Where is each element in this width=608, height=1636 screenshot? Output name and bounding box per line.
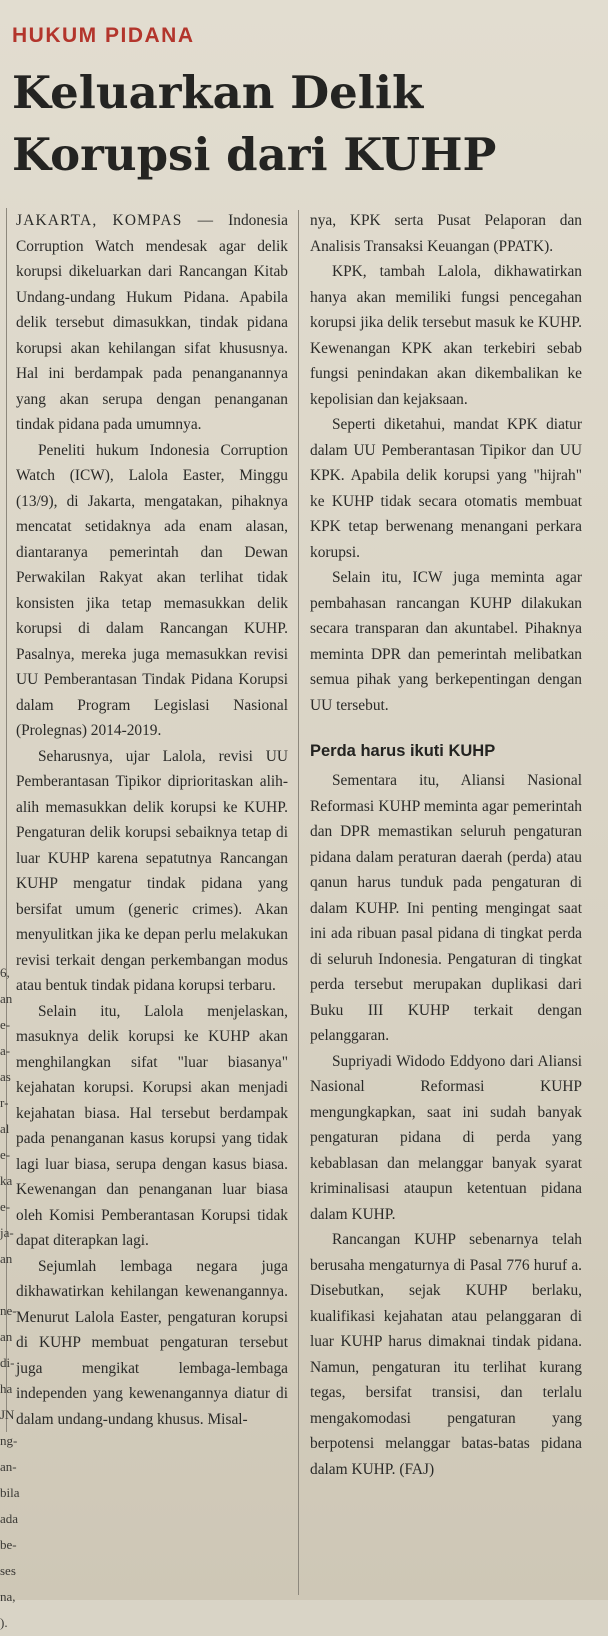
paragraph: Supriyadi Widodo Eddyono dari Aliansi Nasional Reformasi KUHP mengungkapkan, saat ini sudah banyak pengaturan pidana di perda yang kebablasan dan melanggar banyak syarat kriminalisasi ataupun ketentuan pidana dalam KUHP. — [310, 1052, 582, 1223]
fragment: ses — [0, 1563, 16, 1578]
fragment: ja- — [0, 1225, 14, 1240]
fragment: e- — [0, 1199, 11, 1214]
fragment: e- — [0, 1017, 11, 1032]
adjacent-article-fragments — [0, 960, 20, 1636]
fragment: r- — [0, 1095, 9, 1110]
fragment: di- — [0, 1355, 15, 1370]
fragment: an — [0, 1251, 13, 1266]
paragraph-text: Indonesia Corruption Watch mendesak agar delik korupsi dikeluarkan dari Rancangan Kitab Undang-undang Hukum Pidana. Apabila delik tersebut dimasukkan, tindak pidana korupsi akan kehilangan sifat khususnya. Hal ini berdampak pada penanganannya yang akan serupa dengan penanganan tindak pidana pada umumnya. — [16, 212, 288, 433]
paragraph: Rancangan KUHP sebenarnya telah berusaha mengaturnya di Pasal 776 huruf a. Disebutkan, sejak KUHP berlaku, kualifikasi kejahatan atau pelanggaran di luar KUHP harus dimaknai tindak pidana. Namun, pengaturan itu terlihat kurang tegas, bersifat transisi, dan terlalu mengakomodasi pengaturan yang berpotensi melanggar batas-batas pidana dalam KUHP. (FAJ) — [310, 1231, 582, 1478]
section-rubric: HUKUM PIDANA — [12, 24, 195, 47]
fragment: an — [0, 1329, 13, 1344]
paragraph: Seharusnya, ujar Lalola, revisi UU Pemberantasan Tipikor diprioritaskan alih-alih memasukkan delik korupsi ke KUHP. Pengaturan delik korupsi sebaiknya tetap di luar KUHP karena sepatutnya Rancangan KUHP mengatur tindak pidana yang bersifat umum (generic crimes). Akan menyulitkan jika ke depan perlu melakukan revisi terkait dengan perkembangan modus atau bentuk tindak pidana korupsi terbaru. — [16, 747, 288, 994]
subheading: Perda harus ikuti KUHP — [310, 742, 496, 760]
fragment — [0, 1272, 16, 1298]
fragment: ada — [0, 1511, 19, 1526]
fragment: na, — [0, 1589, 16, 1604]
headline: Keluarkan Delik Korupsi dari KUHP — [12, 66, 497, 181]
paragraph: Selain itu, Lalola menjelaskan, masuknya delik korupsi ke KUHP akan menghilangkan sifat "luar biasanya" kejahatan korupsi. Korupsi akan menjadi kejahatan biasa. Hal tersebut berdampak pada penanganan kasus korupsi yang tidak lagi luar biasa, serupa dengan kasus biasa. Kewenangan dan penanganan luar biasa oleh Komisi Pemberantasan Korupsi tidak dapat diterapkan lagi. — [16, 1002, 288, 1249]
fragment: an- — [0, 1459, 17, 1474]
fragment: ha — [0, 1381, 13, 1396]
fragment: a- — [0, 1043, 11, 1058]
paragraph: Selain itu, ICW juga meminta agar pembahasan rancangan KUHP dilakukan secara transparan dan akuntabel. Pihaknya meminta DPR dan pemerintah melibatkan semua pihak yang berkepentingan dengan UU tersebut. — [310, 569, 582, 714]
paragraph: Sementara itu, Aliansi Nasional Reformasi KUHP meminta agar pemerintah dan DPR memastikan seluruh pengaturan pidana dalam peraturan daerah (perda) atau qanun harus tunduk pada pengaturan di dalam KUHP. Ini penting mengingat saat ini ada ribuan pasal pidana di tingkat perda di seluruh Indonesia. Pengaturan di tingkat perda tersebut merupakan duplikasi dari Buku III KUHP terkait dengan pelanggaran. — [310, 772, 582, 1044]
fragment: an — [0, 991, 13, 1006]
fragment: ka — [0, 1173, 13, 1188]
fragment: e- — [0, 1147, 11, 1162]
column-divider — [298, 210, 299, 1595]
dateline: JAKARTA, KOMPAS — — [16, 212, 215, 229]
fragment: ng- — [0, 1433, 18, 1448]
fragment: bila — [0, 1485, 20, 1500]
fragment: JN — [0, 1407, 15, 1422]
fragment: be- — [0, 1537, 17, 1552]
fragment: as — [0, 1069, 11, 1084]
article-column-left — [16, 208, 288, 1432]
fragment: ). — [0, 1615, 8, 1630]
article-column-right — [310, 208, 582, 1482]
lead-paragraph — [16, 208, 288, 438]
paragraph: Sejumlah lembaga negara juga dikhawatirkan kehilangan kewenangannya. Menurut Lalola Easter, pengaturan korupsi di KUHP membuat pengaturan tersebut juga mengikat lembaga-lembaga independen yang kewenangannya diatur di dalam undang-undang khusus. Misal- — [16, 1257, 288, 1428]
paragraph: Seperti diketahui, mandat KPK diatur dalam UU Pemberantasan Tipikor dan UU KPK. Apabila delik korupsi yang "hijrah" ke KUHP tidak secara otomatis membuat KPK tetap berwenang menangani perkara korupsi. — [310, 416, 582, 561]
paragraph: Peneliti hukum Indonesia Corruption Watch (ICW), Lalola Easter, Minggu (13/9), di Jakarta, mengatakan, pihaknya mencatat setidaknya ada enam alasan, diantaranya pemerintah dan Dewan Perwakilan Rakyat akan terlihat tidak konsisten jika tetap memasukkan delik korupsi di dalam Rancangan KUHP. Pasalnya, mereka juga memasukkan revisi UU Pemberantasan Tindak Pidana Korupsi dalam Program Legislasi Nasional (Prolegnas) 2014-2019. — [16, 441, 288, 739]
paragraph: nya, KPK serta Pusat Pelaporan dan Analisis Transaksi Keuangan (PPATK). — [310, 212, 582, 255]
fragment: ne- — [0, 1303, 17, 1318]
fragment: 6, — [0, 965, 10, 980]
paragraph: KPK, tambah Lalola, dikhawatirkan hanya akan memiliki fungsi pencegahan korupsi jika delik tersebut masuk ke KUHP. Kewenangan KPK akan terkebiri sebab fungsi penindakan akan dikembalikan ke kepolisian dan kejaksaan. — [310, 263, 582, 408]
fragment: al — [0, 1121, 10, 1136]
